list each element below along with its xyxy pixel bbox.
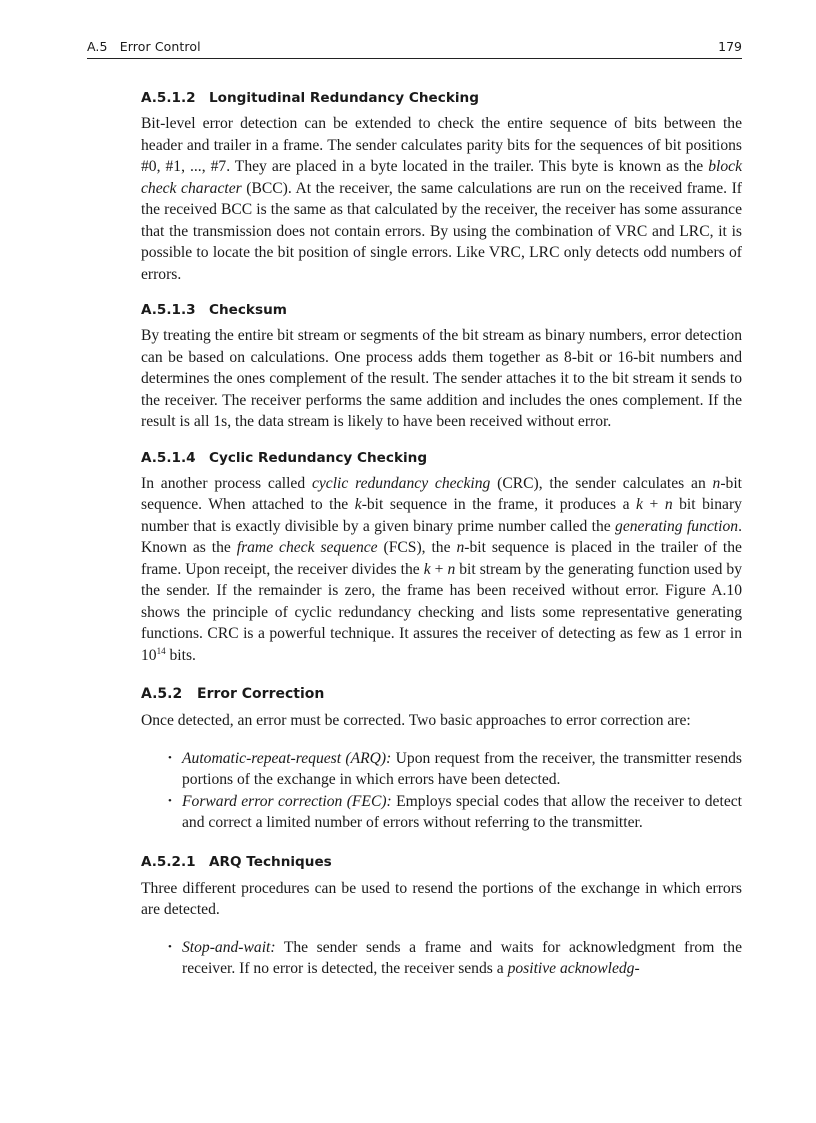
italic-term: positive acknowledg- [507,960,640,977]
section-heading-error-correction [141,683,742,705]
section-heading-lrc [141,87,742,109]
section-title: Longitudinal Redundancy Checking [209,90,479,106]
italic-var: k [354,496,362,513]
bullet-list-arq [141,937,742,980]
italic-var: n [456,539,465,556]
text-run: (BCC). At the receiver, the same calculations are run on the received frame. If the received BCC is the same as that calculated by the receiver, the receiver has some assurance that the transmission does not contain errors. By using the combination of VRC and LRC, it is possible to locate the bit position of single errors. Like VRC, LRC only detects odd numbers of errors. [141,179,742,283]
paragraph-error-correction: Once detected, an error must be corrected. Two basic approaches to error correction are: [141,712,691,729]
text-run: + [430,560,448,578]
superscript-exponent: 14 [156,645,166,656]
section-number: A.5.2.1 [141,853,196,870]
section-title: ARQ Techniques [209,853,332,870]
text-run: (FCS), the [377,539,457,556]
paragraph-checksum: By treating the entire bit stream or segments of the bit stream as binary numbers, error detection can be based on calculations. One process adds them together as 8-bit or 16-bit numbers and determines the ones complement of the result. The sender attaches it to the bit stream it sends to the receiver. The receiver performs the same addition and includes the ones complement. If the result is all 1s, the data stream is likely to have been received without error. [141,327,742,430]
italic-var: n [664,496,673,513]
italic-term: frame check sequence [236,539,378,556]
text-run: Bit-level error detection can be extended to check the entire sequence of bits between the header and trailer in a frame. The sender calculates parity bits for the sequences of bit positions #0, #1, ..., #7. They are placed in a byte located in the trailer. This byte is known as the [141,115,742,175]
list-item-stop-and-wait [141,937,742,980]
italic-term: generating function [615,517,739,535]
text-run: (CRC), the sender calculates an [490,474,713,492]
text-run: In another process called [141,474,312,492]
text-run: Employs special codes that allow the receiver to detect and correct a limited number of errors without referring to the transmitter. [182,792,742,831]
text-run: bits. [165,646,196,664]
text-run: . Known as the [141,517,742,556]
section-title: Cyclic Redundancy Checking [209,449,428,466]
section-heading-arq-techniques [141,851,742,873]
section-number: A.5.1.3 [141,302,196,318]
italic-var: k [423,560,431,578]
paragraph-crc [141,473,742,667]
section-number: A.5.1.2 [141,90,196,106]
text-run: bit stream by the generating function used by the sender. If the remainder is zero, the frame has been received without error. Figure A.10 shows the principle of cyclic redundancy checking and lists some representative generating functions. CRC is a powerful technique. It assures the receiver of detecting as few as 1 error in 10 [141,560,742,664]
italic-term: Forward error correction (FEC): [182,792,392,810]
text-run: + [642,496,665,513]
text-run: The sender sends a frame and waits for acknowledgment from the receiver. If no error is detected, the receiver sends a [182,938,742,977]
section-heading-checksum [141,299,742,321]
text-run: bit binary number that is exactly divisible by a given binary prime number called the [141,496,742,535]
running-head [87,38,742,59]
text-run: -bit sequence in the frame, it produces a [361,496,637,513]
italic-var: n [712,474,721,492]
text-run: Upon request from the receiver, the transmitter resends portions of the exchange in which errors have been detected. [182,749,742,788]
list-item-fec [141,791,742,834]
section-title: Checksum [209,302,287,318]
main-content [141,87,742,980]
text-run: -bit sequence is placed in the trailer of the frame. Upon receipt, the receiver divides the [141,539,742,578]
paragraph-arq: Three different procedures can be used to resend the portions of the exchange in which errors are detected. [141,879,742,918]
list-item-arq [141,748,742,791]
page-number: 179 [718,39,742,54]
italic-term: cyclic redundancy checking [311,474,491,492]
section-heading-crc [141,447,742,469]
section-number: A.5.1.4 [141,449,196,466]
italic-var: n [447,560,456,578]
section-title: Error Correction [197,686,325,702]
section-number: A.5.2 [141,686,183,702]
italic-term: block check character [141,158,742,197]
italic-term: Stop-and-wait: [182,938,276,956]
running-head-section: A.5 Error Control [87,39,201,54]
bullet-list-approaches [141,748,742,834]
italic-term: Automatic-repeat-request (ARQ): [182,749,392,767]
italic-var: k [636,496,643,513]
text-run: -bit sequence. When attached to the [141,474,742,513]
paragraph-lrc [141,113,742,285]
